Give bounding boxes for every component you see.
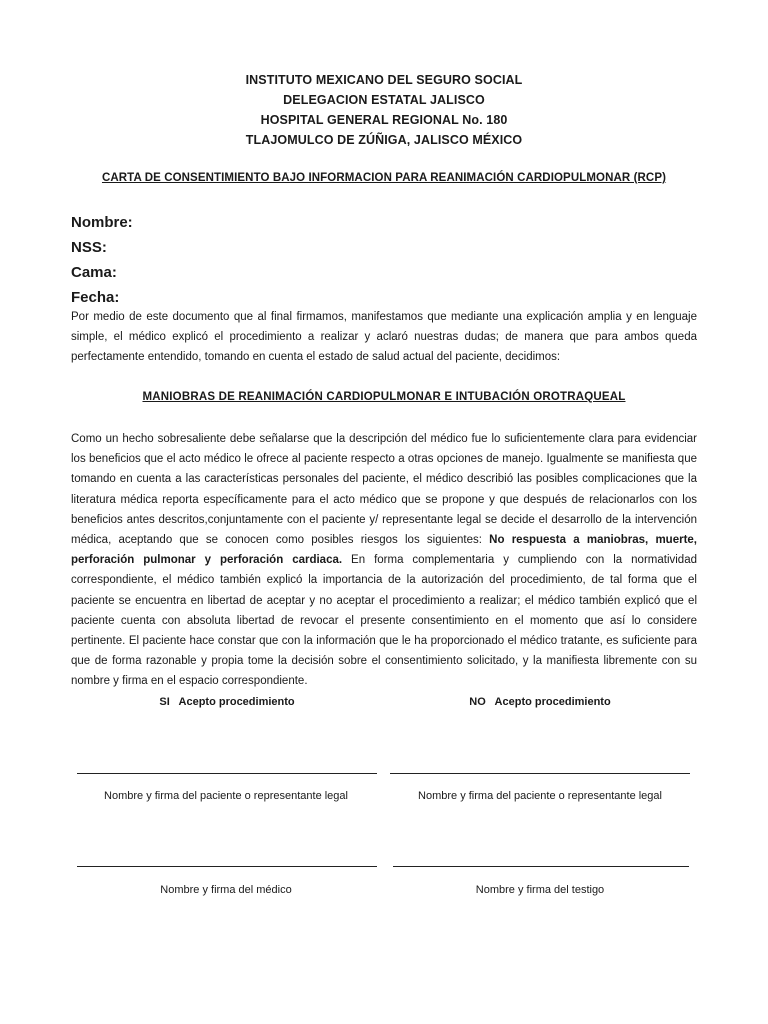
signature-line-doctor <box>77 866 377 867</box>
field-fecha: Fecha: <box>71 289 120 306</box>
signature-line-patient-right <box>390 773 690 774</box>
body-text-part2: En forma complementaria y cumpliendo con la normatividad correspondiente, el médico también explicó la importancia de la autorización del procedimiento, de tal forma que el paciente se encuentra en libertad de aceptar y no aceptar el procedimiento a realizar; el médico también explicó que el paciente cuenta con absoluta libertad de revocar el presente consentimiento en el momento que así lo considere pertinente. El paciente hace constar que con la información que le ha proporcionado el médico tratante, es suficiente para que de forma razonable y propia tome la decisión sobre el consentimiento solicitado, y la manifiesta libremente con su nombre y firma en el espacio correspondiente. <box>71 554 697 688</box>
body-text-part1: Como un hecho sobresaliente debe señalarse que la descripción del médico fue lo suficientemente clara para evidenciar los beneficios que el acto médico le ofrece al paciente respecto a otras opciones de manejo. Igualmente se manifiesta que tomando en cuenta a las características personales del paciente, el médico describió las posibles complicaciones que la literatura médica reporta específicamente para el acto médico que se propone y que después de relacionarlos con los beneficios antes descritos,conjuntamente con el paciente y/ representante legal se decide el desarrollo de la intervención médica, aceptando que se conocen como posibles riesgos los siguientes: <box>71 433 697 547</box>
body-risks: No respuesta a maniobras, muerte, perforación pulmonar y perforación cardiaca. <box>71 534 698 567</box>
signature-label-doctor: Nombre y firma del médico <box>160 884 292 896</box>
intro-paragraph: Por medio de este documento que al final firmamos, manifestamos que mediante una explicación amplia y en lenguaje simple, el médico explicó el procedimiento a realizar y aclaró nuestras dudas; de manera que para ambos queda perfectamente entendido, tomando en cuenta el estado de salud actual del paciente, decidimos: <box>71 311 697 363</box>
document-title: CARTA DE CONSENTIMIENTO BAJO INFORMACION PARA REANIMACIÓN CARDIOPULMONAR (RCP) <box>101 172 667 184</box>
signature-label-witness: Nombre y firma del testigo <box>475 884 605 896</box>
field-nss: NSS: <box>71 239 107 256</box>
section-subtitle: MANIOBRAS DE REANIMACIÓN CARDIOPULMONAR E INTUBACIÓN OROTRAQUEAL <box>142 391 626 403</box>
header-hospital: HOSPITAL GENERAL REGIONAL No. 180 <box>260 113 508 127</box>
field-cama: Cama: <box>71 264 117 281</box>
document-header <box>0 70 768 150</box>
field-nombre: Nombre: <box>71 214 133 231</box>
header-location: TLAJOMULCO DE ZÚÑIGA, JALISCO MÉXICO <box>245 133 523 147</box>
signature-line-witness <box>393 866 689 867</box>
signature-label-patient-right: Nombre y firma del paciente o representante legal <box>418 790 662 802</box>
header-delegation: DELEGACION ESTATAL JALISCO <box>283 93 485 107</box>
option-si-acepto: SI Acepto procedimiento <box>159 696 295 708</box>
signature-label-patient-left: Nombre y firma del paciente o representante legal <box>104 790 348 802</box>
patient-fields <box>71 210 133 310</box>
signature-line-patient-left <box>77 773 377 774</box>
body-paragraph <box>71 429 697 692</box>
header-institution: INSTITUTO MEXICANO DEL SEGURO SOCIAL <box>245 73 523 87</box>
option-no-acepto: NO Acepto procedimiento <box>469 696 611 708</box>
